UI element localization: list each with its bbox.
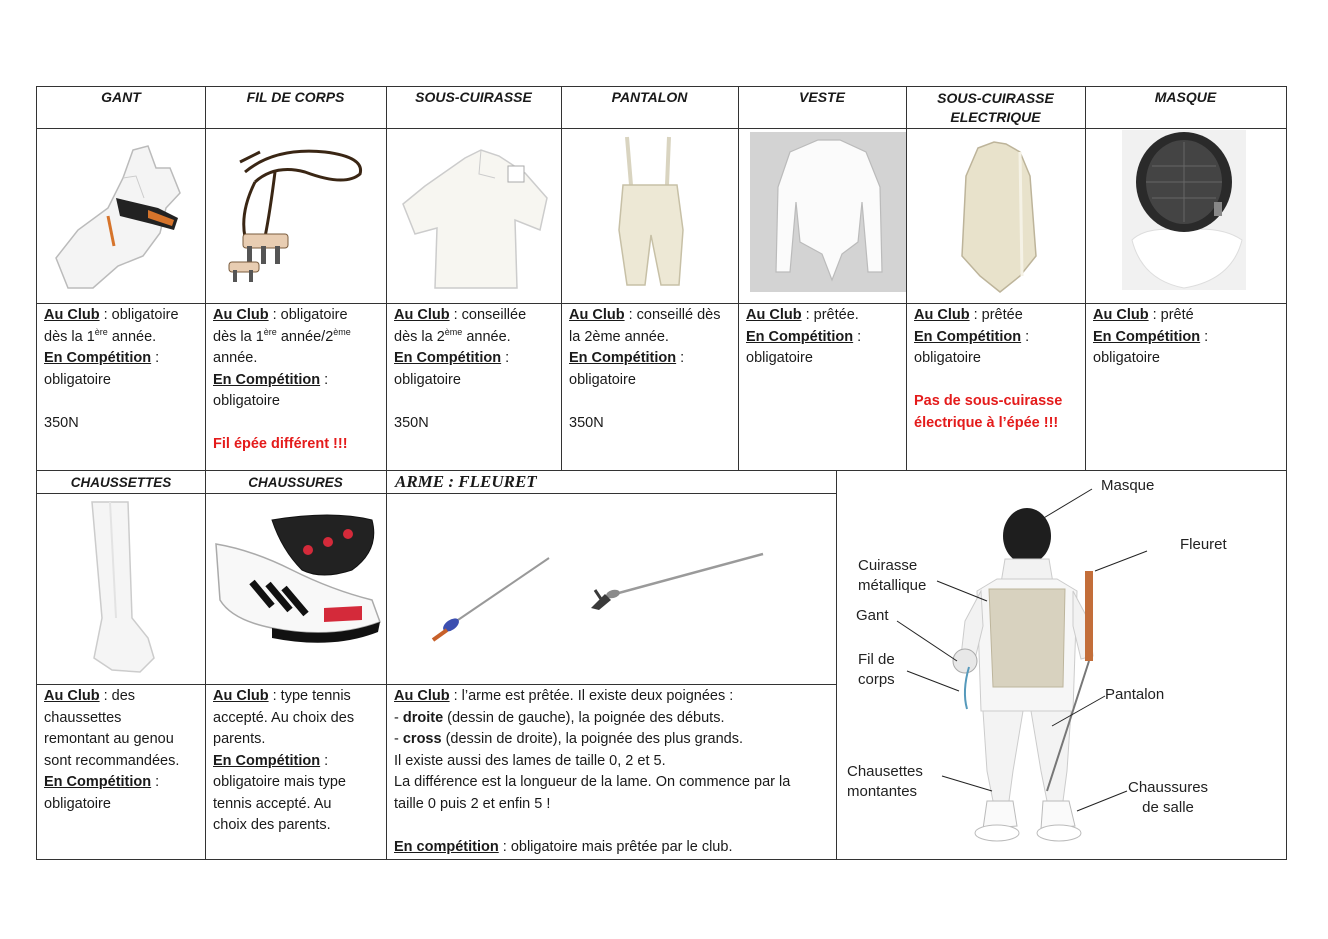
underplastron-image [395, 138, 555, 296]
label-line: Fil de [858, 651, 895, 668]
header-chaussettes: CHAUSSETTES [70, 475, 172, 490]
label-pantalon: Pantalon [1105, 686, 1165, 703]
label-cuirasse-metallique [858, 556, 926, 596]
header-line-1: SOUS-CUIRASSE [937, 90, 1054, 106]
label-chaussures-de-salle [1128, 778, 1208, 818]
header-masque: MASQUE [1154, 89, 1217, 105]
bold-text: droite [402, 709, 444, 726]
text: : [1200, 328, 1209, 345]
spacer [394, 815, 828, 837]
cell-chaussures-description [205, 685, 386, 838]
text: : l’arme est prêtée. Il existe deux poignées : [449, 688, 734, 704]
text: obligatoire [569, 371, 636, 388]
text: (dessin de droite), la poignée des plus grands. [441, 731, 744, 747]
text: parents. [213, 731, 266, 747]
header-chaussures: CHAUSSURES [248, 475, 343, 490]
text: : [501, 350, 510, 366]
en-competition-label: En Compétition [44, 350, 152, 366]
cell-chaussettes-description [36, 685, 206, 816]
text: année/2 [276, 328, 334, 345]
jacket-image [750, 132, 906, 292]
warning-text-line-2: électrique à l’épée !!! [914, 414, 1059, 431]
text: dès la 2 [394, 328, 445, 345]
text: : [1021, 328, 1030, 345]
text: année. [462, 328, 511, 345]
label-line: montantes [847, 783, 918, 800]
force-rating: 350N [394, 414, 429, 431]
cell-arme-description [386, 685, 836, 859]
en-competition-label: En compétition [394, 838, 499, 855]
cell-masque-description [1085, 304, 1286, 371]
text: remontant au genou [44, 731, 174, 747]
header-sous-cuirasse: SOUS-CUIRASSE [415, 89, 532, 105]
text: : obligatoire [268, 307, 348, 323]
glove-image [48, 138, 198, 296]
label-line: Chausettes [847, 763, 923, 780]
cell-fil-description [205, 304, 386, 457]
text: : [151, 774, 160, 790]
en-competition-label: En Compétition [914, 328, 1022, 345]
foil-straight-grip-image [425, 552, 555, 647]
en-competition-label: En Compétition [44, 774, 152, 790]
text: dès la 1 [44, 328, 95, 345]
text: La différence est la longueur de la lame. On commence par la [394, 774, 791, 790]
text: obligatoire [1093, 350, 1160, 366]
text: : type tennis [268, 688, 351, 704]
en-competition-label: En Compétition [213, 752, 321, 769]
superscript: ère [263, 326, 277, 337]
en-competition-label: En Compétition [746, 328, 854, 345]
header-line-2: ELECTRIQUE [950, 109, 1041, 125]
text: : [320, 752, 329, 769]
text: chaussettes [44, 709, 122, 726]
warning-text-line-1: Pas de sous-cuirasse [914, 393, 1063, 409]
body-wire-image [215, 142, 380, 287]
spacer [569, 391, 730, 413]
au-club-label: Au Club [394, 688, 450, 704]
header-veste: VESTE [799, 89, 845, 105]
text: accepté. Au choix des [213, 709, 355, 726]
text: : conseillée [449, 307, 527, 323]
cell-pantalon-description [561, 304, 738, 435]
text: sont recommandées. [44, 752, 180, 769]
label-chaussettes-montantes [847, 762, 923, 802]
text: : [151, 350, 160, 366]
text: : [320, 371, 329, 388]
superscript: ème [444, 326, 463, 337]
au-club-label: Au Club [44, 688, 100, 704]
cell-sous-cuirasse-description [386, 304, 561, 435]
text: - [394, 731, 403, 747]
text: : conseillé dès [624, 307, 721, 323]
spacer [914, 370, 1077, 392]
en-competition-label: En Compétition [1093, 328, 1201, 345]
label-fil-de-corps [858, 650, 895, 690]
mask-image [1122, 130, 1246, 290]
text: tennis accepté. Au [213, 795, 332, 812]
spacer [213, 413, 378, 435]
pants-image [605, 135, 695, 295]
label-line: métallique [858, 577, 927, 594]
header-arme: ARME : FLEURET [395, 472, 537, 491]
cell-electric-vest-description [906, 304, 1085, 435]
au-club-label: Au Club [569, 307, 625, 323]
text: : prêtée [969, 307, 1023, 323]
force-rating: 350N [44, 414, 79, 431]
text: obligatoire [914, 350, 981, 366]
text: : prêtée. [801, 307, 859, 323]
text: obligatoire [44, 371, 111, 388]
text: obligatoire mais type [213, 774, 346, 790]
header-gant: GANT [101, 89, 141, 105]
label-masque: Masque [1101, 477, 1155, 494]
text: obligatoire [746, 350, 813, 366]
au-club-label: Au Club [914, 307, 970, 323]
au-club-label: Au Club [44, 307, 100, 323]
text: choix des parents. [213, 817, 331, 833]
socks-image [70, 498, 180, 680]
text: obligatoire [394, 371, 461, 388]
au-club-label: Au Club [1093, 307, 1149, 323]
spacer [394, 391, 553, 413]
label-gant: Gant [856, 607, 889, 624]
header-sous-cuirasse-electrique [906, 89, 1085, 127]
header-pantalon: PANTALON [611, 89, 688, 105]
warning-text: Fil épée différent !!! [213, 436, 348, 452]
text: - [394, 709, 403, 726]
bold-text: cross [402, 731, 442, 747]
text: : [853, 328, 862, 345]
text: taille 0 puis 2 et enfin 5 ! [394, 795, 551, 812]
label-line: corps [858, 671, 895, 688]
force-rating: 350N [569, 414, 604, 431]
text: année. [107, 328, 157, 345]
text: : obligatoire [99, 307, 179, 323]
spacer [44, 391, 198, 413]
text: : des [99, 688, 136, 704]
superscript: ère [94, 326, 108, 337]
text: obligatoire [213, 393, 280, 409]
label-line: Chaussures [1128, 779, 1209, 796]
text: dès la 1 [213, 328, 264, 345]
text: Il existe aussi des lames de taille 0, 2 et 5. [394, 752, 666, 769]
au-club-label: Au Club [394, 307, 450, 323]
en-competition-label: En Compétition [213, 371, 321, 388]
au-club-label: Au Club [213, 307, 269, 323]
header-fil-de-corps: FIL DE CORPS [246, 89, 345, 105]
cell-gant-description [36, 304, 206, 435]
au-club-label: Au Club [746, 307, 802, 323]
shoes-image [212, 510, 382, 650]
text: année. [213, 350, 258, 366]
label-line: de salle [1142, 799, 1194, 816]
cell-veste-description [738, 304, 906, 371]
au-club-label: Au Club [213, 688, 269, 704]
label-fleuret: Fleuret [1180, 536, 1227, 553]
text: : obligatoire mais prêtée par le club. [498, 838, 733, 855]
en-competition-label: En Compétition [394, 350, 502, 366]
text: la 2ème année. [569, 328, 669, 345]
text: : [676, 350, 685, 366]
foil-cross-grip-image [585, 550, 767, 620]
text: : prêté [1148, 307, 1194, 323]
text: (dessin de gauche), la poignée des débuts. [443, 709, 725, 726]
text: obligatoire [44, 795, 111, 812]
en-competition-label: En Compétition [569, 350, 677, 366]
superscript: ème [333, 326, 351, 337]
electric-vest-image [940, 136, 1060, 296]
label-line: Cuirasse [858, 557, 918, 574]
